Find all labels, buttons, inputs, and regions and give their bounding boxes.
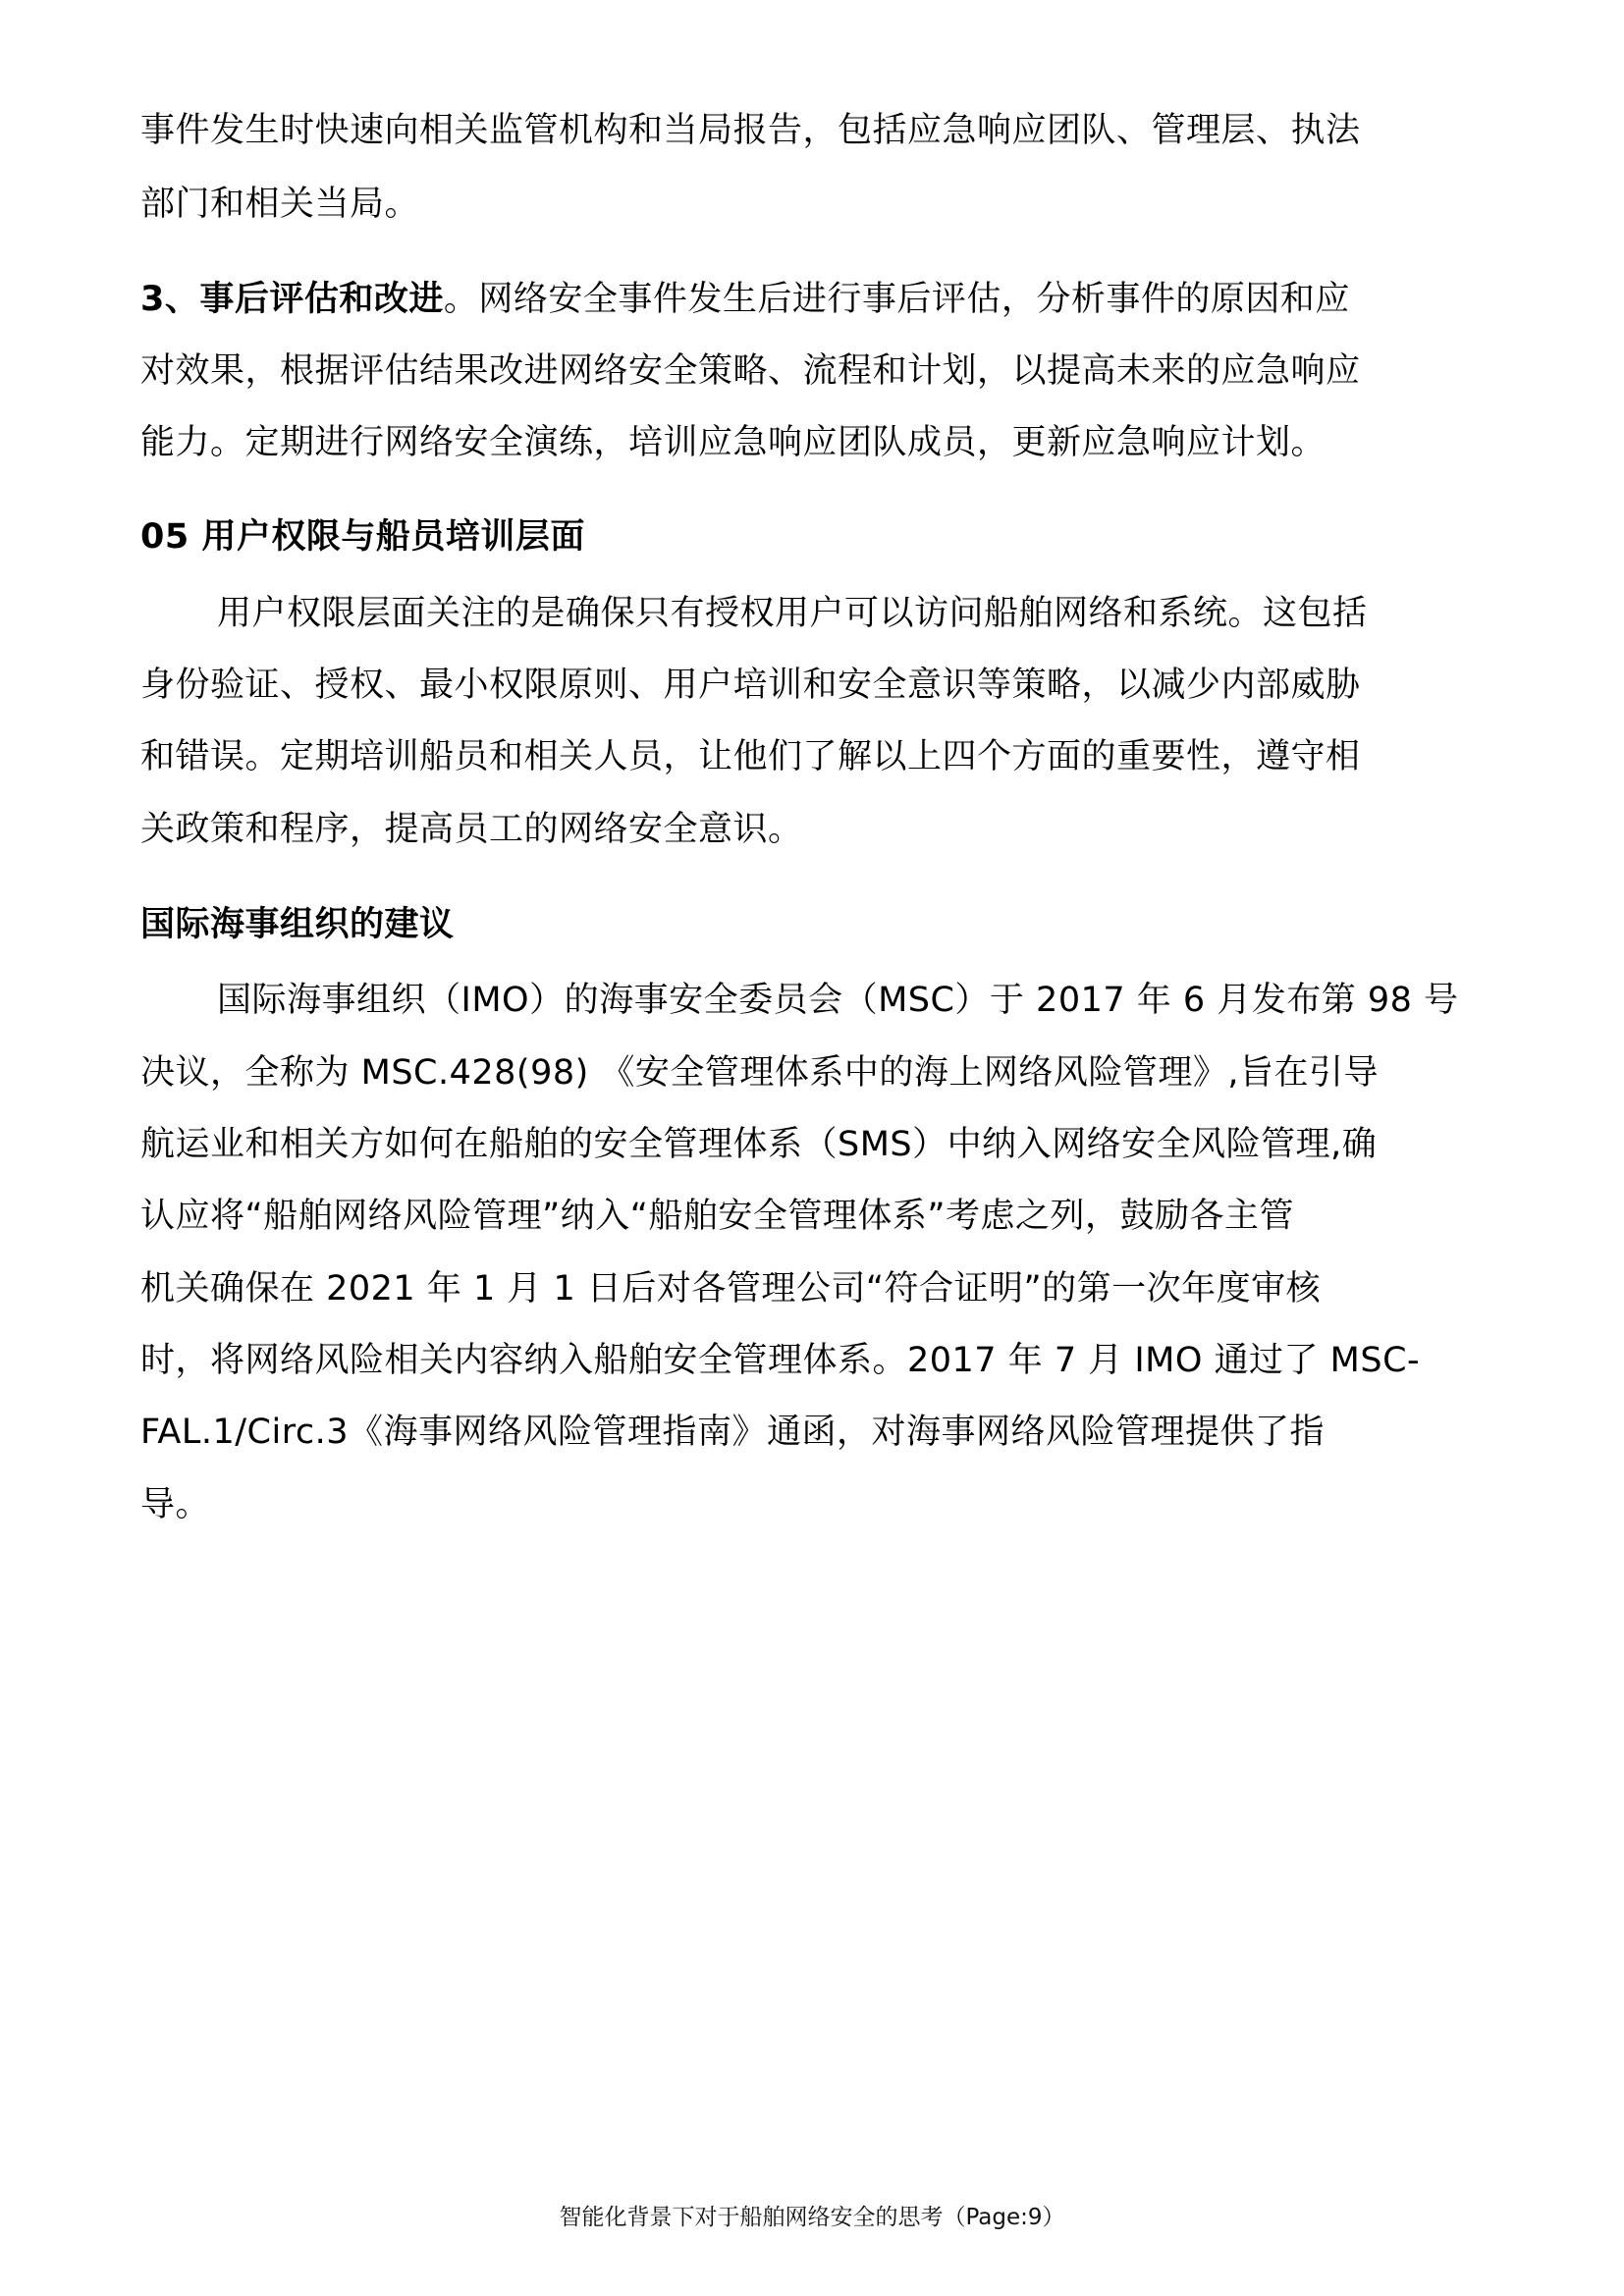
- paragraph-line: 国际海事组织（IMO）的海事安全委员会（MSC）于 2017 年 6 月发布第 98 号: [217, 981, 1459, 1020]
- section-heading: 国际海事组织的建议: [140, 905, 455, 944]
- paragraph-line: FAL.1/Circ.3《海事网络风险管理指南》通函，对海事网络风险管理提供了指: [140, 1413, 1325, 1452]
- paragraph-line: 能力。定期进行网络安全演练，培训应急响应团队成员，更新应急响应计划。: [140, 423, 1326, 462]
- paragraph-text: 。网络安全事件发生后进行事后评估，分析事件的原因和应: [443, 280, 1350, 319]
- paragraph-line: [140, 280, 1350, 319]
- paragraph-line: 导。: [140, 1485, 211, 1524]
- paragraph-line: 和错误。定期培训船员和相关人员，让他们了解以上四个方面的重要性，遵守相: [140, 737, 1361, 776]
- paragraph-line: 事件发生时快速向相关监管机构和当局报告，包括应急响应团队、管理层、执法: [140, 111, 1361, 150]
- inline-heading: 3、事后评估和改进: [140, 280, 444, 319]
- paragraph-line: 对效果，根据评估结果改进网络安全策略、流程和计划，以提高未来的应急响应: [140, 351, 1361, 391]
- paragraph-line: 决议，全称为 MSC.428(98) 《安全管理体系中的海上网络风险管理》,旨在引导: [140, 1053, 1380, 1093]
- paragraph-line: 关政策和程序，提高员工的网络安全意识。: [140, 810, 803, 849]
- paragraph-line: 机关确保在 2021 年 1 月 1 日后对各管理公司“符合证明”的第一次年度审核: [140, 1269, 1322, 1308]
- paragraph-line: 航运业和相关方如何在船舶的安全管理体系（SMS）中纳入网络安全风险管理,确: [140, 1125, 1378, 1164]
- paragraph-line: 身份验证、授权、最小权限原则、用户培训和安全意识等策略，以减少内部威胁: [140, 666, 1361, 705]
- paragraph-line: 部门和相关当局。: [140, 185, 420, 224]
- paragraph-line: 时，将网络风险相关内容纳入船舶安全管理体系。2017 年 7 月 IMO 通过了 MSC-: [140, 1341, 1421, 1380]
- page-footer: 智能化背景下对于船舶网络安全的思考（Page:9）: [559, 2205, 1065, 2230]
- paragraph-line: 用户权限层面关注的是确保只有授权用户可以访问船舶网络和系统。这包括: [217, 594, 1368, 633]
- paragraph-line: 认应将“船舶网络风险管理”纳入“船舶安全管理体系”考虑之列，鼓励各主管: [140, 1197, 1295, 1236]
- section-heading: 05 用户权限与船员培训层面: [140, 517, 585, 557]
